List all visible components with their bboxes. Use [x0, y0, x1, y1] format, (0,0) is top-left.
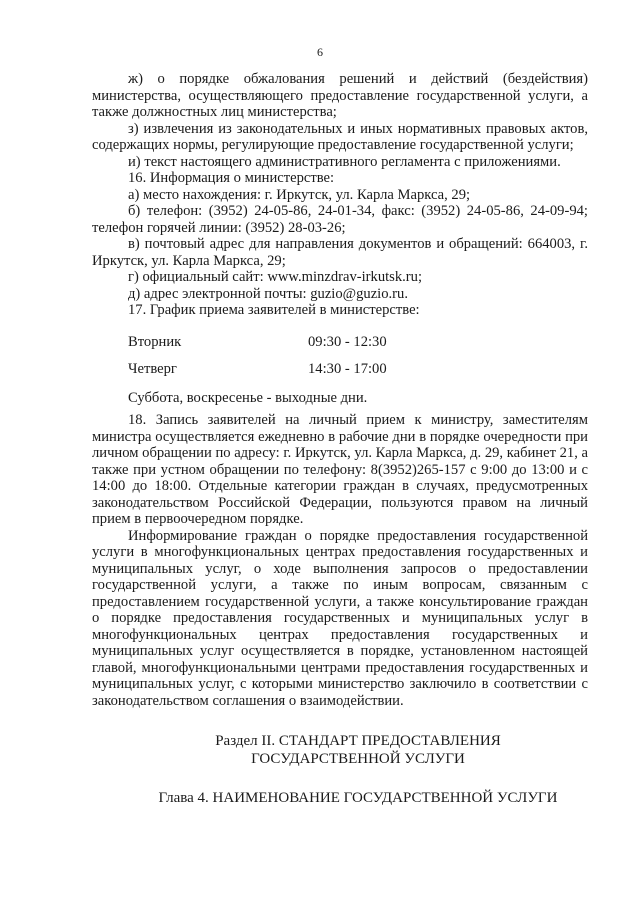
paragraph-18: 18. Запись заявителей на личный прием к министру, заместителям министра осуществляется ежедневно в рабочие дни в порядке очередности при личном обращении по адресу: г. Иркутск, ул. Карла Маркса, д. 29, кабинет 21, а также при устном обращении по телефону: 8(3952)265-157 с 9:00 до 13:00 и с 14:00 до 18:00. Отдельные категории граждан в случаях, предусмотренных законодательством Российской Федерации, пользуются правом на личный прием в первоочередном порядке.	[92, 412, 588, 527]
paragraph-phone: б) телефон: (3952) 24-05-86, 24-01-34, факс: (3952) 24-05-86, 24-09-94; телефон горячей линии: (3952) 28-03-26;	[92, 203, 588, 236]
section-heading	[92, 732, 588, 768]
paragraph-z: з) извлечения из законодательных и иных нормативных правовых актов, содержащих нормы, регулирующие предоставление государственной услуги;	[92, 120, 588, 153]
paragraph-16: 16. Информация о министерстве:	[128, 170, 335, 186]
schedule-row	[128, 359, 588, 386]
schedule-time: 09:30 - 12:30	[308, 333, 387, 350]
paragraph-website: г) официальный сайт: www.minzdrav-irkutsk.ru;	[128, 269, 423, 285]
reception-schedule	[128, 332, 588, 386]
document-body	[92, 71, 588, 807]
paragraph-i: и) текст настоящего административного регламента с приложениями.	[128, 153, 561, 170]
paragraph-email: д) адрес электронной почты: guzio@guzio.ru.	[128, 285, 408, 302]
schedule-row	[128, 332, 588, 359]
paragraph-mfc-info: Информирование граждан о порядке предоставления государственной услуги в многофункциональных центрах предоставления государственных и муниципальных услуг, о ходе выполнения запросов о предоставлении государственной услуги, а также по иным вопросам, связанным с предоставлением государственной услуги, а также консультирование граждан о порядке предоставления государственных и муниципальных услуг в многофункциональных центрах предоставления государственных и муниципальных услуг осуществляется в порядке, установленном настоящей главой, многофункциональными центрами предоставления государственных и муниципальных услуг, с которыми министерство заключило в соответствии с законодательством соглашения о взаимодействии.	[92, 527, 588, 709]
paragraph-address: а) место нахождения: г. Иркутск, ул. Карла Маркса, 29;	[128, 186, 471, 203]
schedule-time: 14:30 - 17:00	[308, 360, 387, 377]
paragraph-postal: в) почтовый адрес для направления документов и обращений: 664003, г. Иркутск, ул. Карла Маркса, 29;	[92, 236, 588, 269]
schedule-note: Суббота, воскресенье - выходные дни.	[128, 389, 368, 406]
schedule-day: Вторник	[128, 333, 182, 350]
paragraph-zh: ж) о порядке обжалования решений и действий (бездействия) министерства, осуществляющего предоставление государственной услуги, а также должностных лиц министерства;	[92, 71, 588, 120]
page-number: 6	[317, 45, 323, 59]
section-heading-line1: Раздел II. СТАНДАРТ ПРЕДОСТАВЛЕНИЯ	[215, 733, 501, 749]
chapter-heading: Глава 4. НАИМЕНОВАНИЕ ГОСУДАРСТВЕННОЙ УСЛУГИ	[158, 790, 558, 806]
paragraph-17: 17. График приема заявителей в министерстве:	[128, 302, 420, 318]
schedule-day: Четверг	[128, 360, 177, 377]
section-heading-line2: ГОСУДАРСТВЕННОЙ УСЛУГИ	[251, 751, 465, 767]
